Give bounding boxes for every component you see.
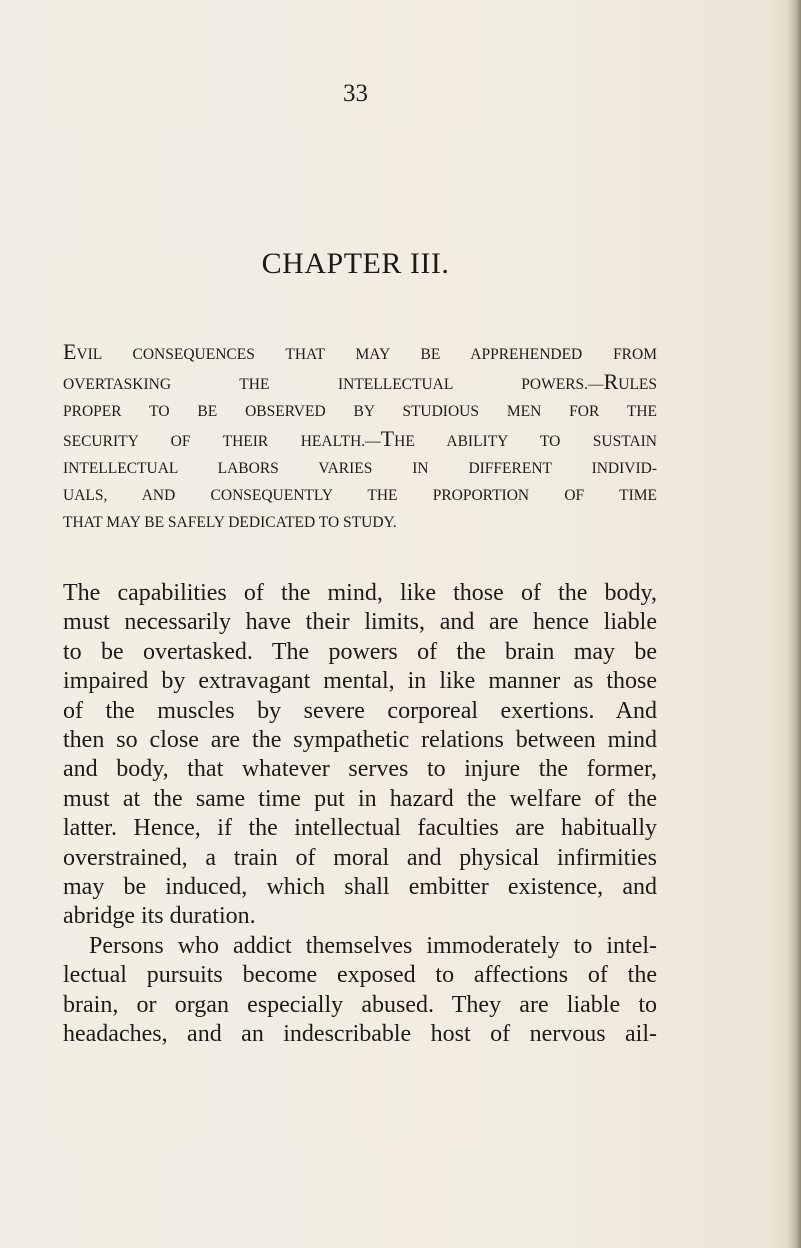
text-line: then so close are the sympathetic relations between mind	[63, 727, 657, 754]
synopsis-line: UALS, AND CONSEQUENTLY THE PROPORTION OF TIME	[63, 487, 657, 504]
synopsis-line: OVERTASKING THE INTELLECTUAL POWERS.—RULES	[63, 369, 657, 394]
text-line: abridge its duration.	[63, 903, 256, 930]
text-line: may be induced, which shall embitter existence, and	[63, 874, 657, 901]
synopsis-line: PROPER TO BE OBSERVED BY STUDIOUS MEN FOR THE	[63, 403, 657, 420]
text-line: must necessarily have their limits, and are hence liable	[63, 609, 657, 636]
text-line: lectual pursuits become exposed to affections of the	[63, 962, 657, 989]
text-line: The capabilities of the mind, like those of the body,	[63, 580, 657, 606]
text-line: must at the same time put in hazard the welfare of the	[63, 785, 657, 812]
text-line: and body, that whatever serves to injure the former,	[63, 756, 657, 783]
chapter-title: CHAPTER III.	[261, 247, 450, 280]
paragraph	[63, 579, 657, 932]
synopsis-line: SECURITY OF THEIR HEALTH.—THE ABILITY TO SUSTAIN	[63, 426, 658, 451]
body-text	[63, 579, 657, 1050]
page-number: 33	[343, 80, 368, 107]
text-line: latter. Hence, if the intellectual faculties are habitually	[63, 815, 657, 842]
text-line: headaches, and an indescribable host of nervous ail-	[63, 1021, 657, 1048]
page-edge-shadow	[787, 0, 801, 1248]
text-line: to be overtasked. The powers of the brain may be	[63, 638, 657, 665]
synopsis-line: THAT MAY BE SAFELY DEDICATED TO STUDY.	[63, 514, 397, 531]
text-line: brain, or organ especially abused. They are liable to	[63, 991, 657, 1018]
text-line: Persons who addict themselves immoderately to intel-	[89, 932, 657, 959]
paragraph	[63, 932, 657, 1050]
text-line: of the muscles by severe corporeal exertions. And	[63, 697, 657, 724]
chapter-synopsis	[63, 338, 657, 536]
text-line: impaired by extravagant mental, in like manner as those	[63, 668, 657, 695]
synopsis-line: INTELLECTUAL LABORS VARIES IN DIFFERENT INDIVID-	[63, 460, 657, 477]
text-line: overstrained, a train of moral and physical infirmities	[63, 844, 657, 871]
synopsis-line: EVIL CONSEQUENCES THAT MAY BE APPREHENDED FROM	[63, 339, 657, 364]
